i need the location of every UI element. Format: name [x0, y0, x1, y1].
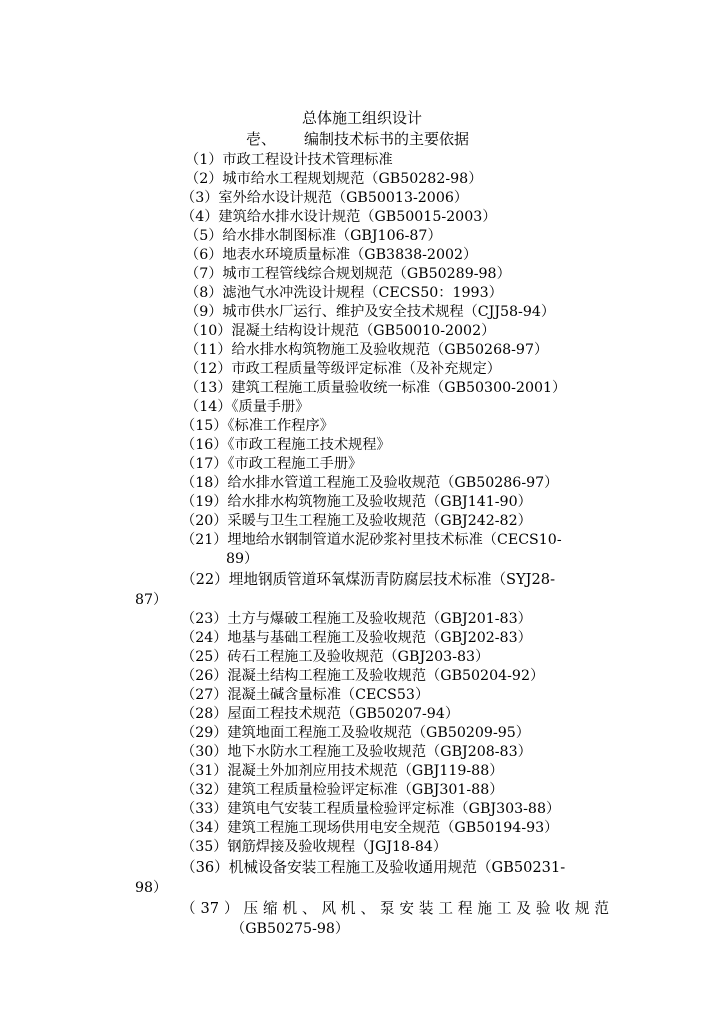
list-item: （35）钢筋焊接及验收规程（JGJ18-84） — [181, 839, 448, 855]
list-item: （33）建筑电气安装工程质量检验评定标准（GBJ303-88） — [181, 801, 561, 817]
list-item: （29）建筑地面工程施工及验收规范（GB50209-95） — [181, 725, 530, 741]
list-item: （14）《质量手册》 — [185, 399, 310, 415]
list-item: （3）室外给水设计规范（GB50013-2006） — [181, 190, 469, 206]
list-item: （31）混凝土外加剂应用技术规范（GBJ119-88） — [181, 763, 504, 779]
list-item: （34）建筑工程施工现场供用电安全规范（GB50194-93） — [181, 820, 559, 836]
list-item: （16）《市政工程施工技术规程》 — [181, 437, 391, 453]
list-item: （24）地基与基础工程施工及验收规范（GBJ202-83） — [181, 630, 532, 646]
list-item: （17）《市政工程施工手册》 — [181, 456, 363, 472]
list-item-continuation: 87） — [135, 592, 168, 608]
list-item: （26）混凝土结构工程施工及验收规范（GB50204-92） — [181, 668, 545, 684]
section-title: 编制技术标书的主要依据 — [304, 130, 470, 148]
list-item: （2）城市给水工程规划规范（GB50282-98） — [185, 171, 483, 187]
list-item: （8）滤池气水冲洗设计规程（CECS50：1993） — [185, 285, 503, 301]
section-number: 壱、 — [246, 130, 277, 148]
list-item: （11）给水排水构筑物施工及验收规范（GB50268-97） — [185, 342, 549, 358]
document-title: 总体施工组织设计 — [301, 109, 422, 127]
list-item: （15）《标准工作程序》 — [181, 418, 334, 434]
list-item: （36）机械设备安装工程施工及验收通用规范（GB50231- — [181, 859, 566, 876]
section-heading — [246, 130, 469, 149]
list-item: （9）城市供水厂运行、维护及安全技术规程（CJJ58-94） — [185, 304, 556, 320]
list-item: （18）给水排水管道工程施工及验收规范（GB50286-97） — [181, 475, 559, 491]
reference-list — [135, 151, 625, 939]
list-item-continuation: （GB50275-98） — [231, 921, 350, 937]
list-item: （28）屋面工程技术规范（GB50207-94） — [181, 706, 460, 722]
list-item: （23）土方与爆破工程施工及验收规范（GBJ201-83） — [181, 611, 532, 627]
list-item: （20）采暖与卫生工程施工及验收规范（GBJ242-82） — [181, 513, 532, 529]
list-item: （27）混凝土碱含量标准（CECS53） — [181, 687, 430, 703]
list-item: （5）给水排水制图标准（GBJ106-87） — [185, 228, 442, 244]
list-item: （32）建筑工程质量检验评定标准（GBJ301-88） — [181, 782, 504, 798]
list-item: （13）建筑工程施工质量验收统一标准（GB50300-2001） — [185, 380, 567, 396]
list-item: （6）地表水环境质量标准（GB3838-2002） — [185, 247, 478, 263]
list-item: （37）压缩机、风机、泵安装工程施工及验收规范 — [181, 900, 609, 917]
list-item-continuation: 89） — [226, 551, 259, 567]
list-item: （22）埋地钢质管道环氧煤沥青防腐层技术标准（SYJ28- — [181, 571, 556, 588]
list-item: （1）市政工程设计技术管理标准 — [185, 152, 393, 168]
list-item: （7）城市工程管线综合规划规范（GB50289-98） — [185, 266, 511, 282]
list-item: （12）市政工程质量等级评定标准（及补充规定） — [185, 361, 501, 377]
list-item-continuation: 98） — [135, 880, 168, 896]
list-item: （19）给水排水构筑物施工及验收规范（GBJ141-90） — [181, 494, 532, 510]
list-item: （10）混凝土结构设计规范（GB50010-2002） — [185, 323, 496, 339]
list-item: （4）建筑给水排水设计规范（GB50015-2003） — [181, 209, 497, 225]
list-item: （25）砖石工程施工及验收规范（GBJ203-83） — [181, 649, 490, 665]
list-item: （21）埋地给水钢制管道水泥砂浆衬里技术标准（CECS10- — [181, 532, 562, 548]
list-item: （30）地下水防水工程施工及验收规范（GBJ208-83） — [181, 744, 532, 760]
